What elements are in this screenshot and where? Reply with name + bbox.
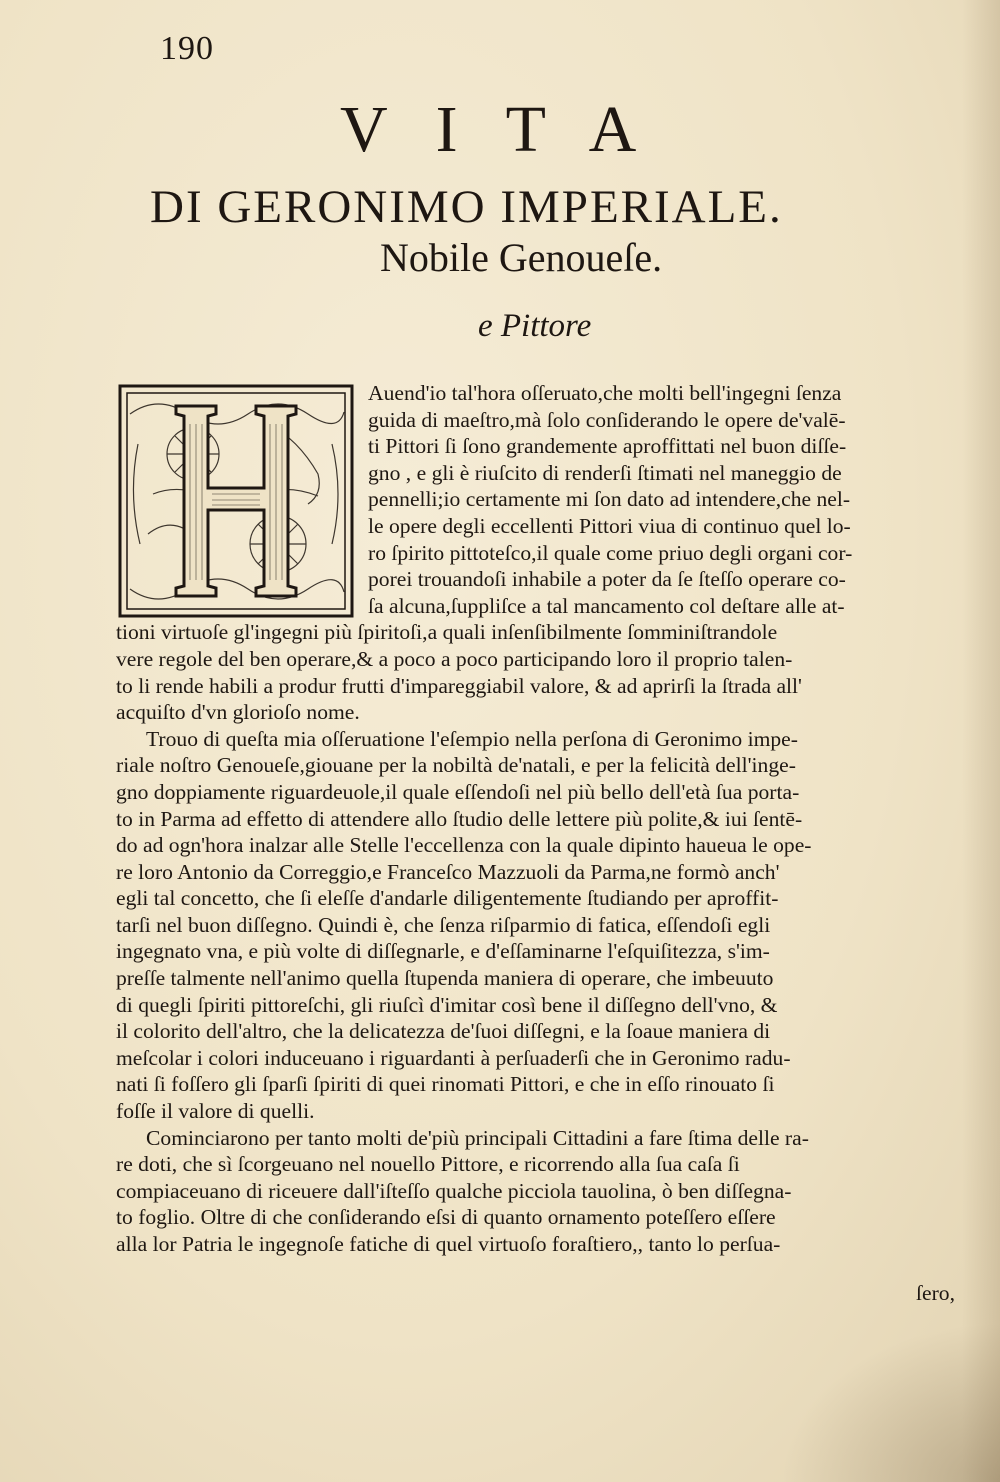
text-line: ingegnato vna, e più volte di diſſegnarle, e d'eſſaminarne l'eſquiſitezza, s'im- bbox=[116, 939, 770, 964]
page-edge-shadow bbox=[962, 0, 1000, 1482]
body-text bbox=[116, 380, 966, 1258]
title-vita: VITA bbox=[340, 93, 685, 166]
title-subtitle: Nobile Genoueſe. bbox=[380, 235, 663, 280]
text-line: vere regole del ben operare,& a poco a poco participando loro il proprio talen- bbox=[116, 646, 793, 671]
text-line: gno doppiamente riguardeuole,il quale eſſendoſi nel più bello dell'età ſua porta- bbox=[116, 779, 800, 804]
text-line: egli tal concetto, che ſi eleſſe d'andarle diligentemente ſtudiando per aproffit- bbox=[116, 886, 779, 911]
text-line: ti Pittori ſi ſono grandemente aproffittati nel buon diſſe- bbox=[368, 434, 847, 459]
page-number: 190 bbox=[160, 30, 214, 67]
title-name: DI GERONIMO IMPERIALE. bbox=[150, 181, 783, 233]
text-line: nati ſi foſſero gli ſparſi ſpiriti di quei rinomati Pittori, e che in eſſo rinouato ſi bbox=[116, 1072, 775, 1097]
text-line: to li rende habili a produr frutti d'impareggiabil valore, & ad aprirſi la ſtrada all' bbox=[116, 673, 802, 698]
text-line: compiaceuano di riceuere dall'iſteſſo qualche picciola tauolina, ò ben diſſegna- bbox=[116, 1178, 792, 1203]
text-line: acquiſto d'vn glorioſo nome. bbox=[116, 700, 360, 725]
text-line: le opere degli eccellenti Pittori viua di continuo quel lo- bbox=[368, 513, 851, 538]
title-role: e Pittore bbox=[478, 308, 592, 344]
text-line: Trouo di queſta mia oſſeruatione l'eſempio nella perſona di Geronimo impe- bbox=[146, 726, 798, 751]
text-line: meſcolar i colori induceuano i riguardanti à perſuaderſi che in Geronimo radu- bbox=[116, 1045, 791, 1070]
text-line: ro ſpirito pittoteſco,il quale come priuo degli organi cor- bbox=[368, 540, 853, 565]
catchword: ſero, bbox=[916, 1281, 955, 1305]
text-line: tioni virtuoſe gl'ingegni più ſpiritoſi,a quali inſenſibilmente ſomminiſtrandole bbox=[116, 620, 778, 645]
text-line: gno , e gli è riuſcito di renderſi ſtimati nel maneggio de bbox=[368, 460, 842, 485]
text-line: re doti, che sì ſcorgeuano nel nouello Pittore, e ricorrendo alla ſua caſa ſi bbox=[116, 1152, 740, 1177]
text-line: re loro Antonio da Correggio,e Franceſco Mazzuoli da Parma,ne formò anch' bbox=[116, 859, 780, 884]
text-line: riale noſtro Genoueſe,giouane per la nobiltà de'natali, e per la felicità dell'inge- bbox=[116, 753, 796, 778]
text-line: porei trouandoſi inhabile a poter da ſe ſteſſo operare co- bbox=[368, 567, 846, 592]
text-line: Auend'io tal'hora oſſeruato,che molti bell'ingegni ſenza bbox=[368, 381, 842, 405]
text-line: guida di maeſtro,mà ſolo conſiderando le opere de'valē- bbox=[368, 407, 846, 432]
text-line: to in Parma ad effetto di attendere allo ſtudio delle lettere più polite,& iui ſentē- bbox=[116, 806, 803, 831]
text-line: do ad ogn'hora inalzar alle Stelle l'eccellenza con la quale dipinto haueua le ope- bbox=[116, 833, 812, 858]
text-line: Cominciarono per tanto molti de'più principali Cittadini a fare ſtima delle ra- bbox=[146, 1125, 809, 1150]
text-line: foſſe il valore di quelli. bbox=[116, 1099, 315, 1124]
text-line: tarſi nel buon diſſegno. Quindi è, che ſenza riſparmio di fatica, eſſendoſi egli bbox=[116, 912, 771, 937]
text-line: to foglio. Oltre di che conſiderando eſsi di quanto ornamento poteſſero eſſere bbox=[116, 1205, 776, 1230]
text-line: pennelli;io certamente mi ſon dato ad intendere,che nel- bbox=[368, 487, 851, 512]
text-line: alla lor Patria le ingegnoſe fatiche di quel virtuoſo foraſtiero,, tanto lo perſua- bbox=[116, 1232, 781, 1256]
text-line: il colorito dell'altro, che la delicatezza de'ſuoi diſſegni, e la ſoaue maniera di bbox=[116, 1019, 771, 1044]
page-corner-shadow bbox=[780, 1322, 1000, 1482]
text-line: ſa alcuna,ſuppliſce a tal mancamento col deſtare alle at- bbox=[368, 593, 845, 618]
text-line: preſſe talmente nell'animo quella ſtupenda maniera di operare, che imbeuuto bbox=[116, 966, 774, 991]
text-line: di quegli ſpiriti pittoreſchi, gli riuſcì d'imitar così bene il diſſegno dell'vno, & bbox=[116, 992, 778, 1017]
